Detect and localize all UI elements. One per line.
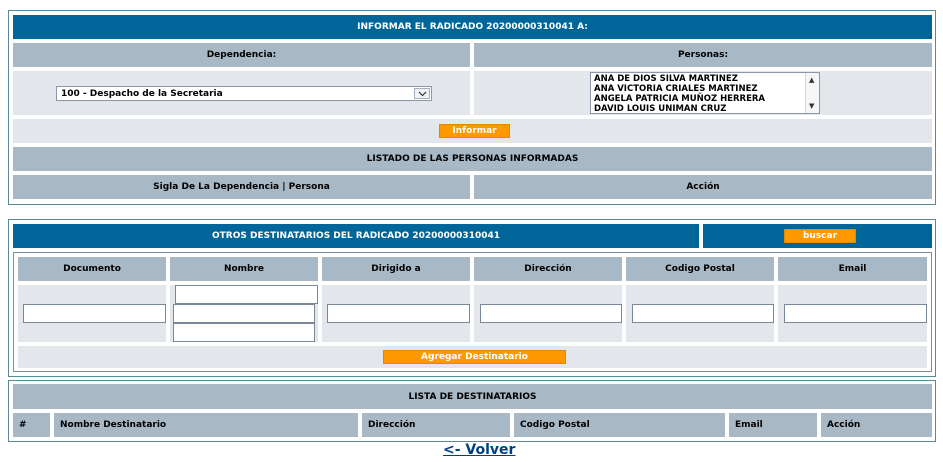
codigo-postal-input[interactable] <box>632 304 774 323</box>
col-documento-header: Documento <box>18 257 166 281</box>
listado-title: LISTADO DE LAS PERSONAS INFORMADAS <box>13 147 932 171</box>
persona-option[interactable]: ANA VICTORIA CRIALES MARTINEZ <box>594 84 758 94</box>
col-email-header: Email <box>778 257 927 281</box>
listbox-scrollbar[interactable] <box>805 73 819 113</box>
lista-col-accion: Acción <box>821 413 932 437</box>
buscar-button[interactable]: buscar <box>784 229 856 243</box>
lista-title: LISTA DE DESTINATARIOS <box>13 384 932 409</box>
persona-option[interactable]: ANA DE DIOS SILVA MARTINEZ <box>594 74 738 84</box>
direccion-input[interactable] <box>480 304 622 323</box>
scroll-down-icon[interactable]: ▼ <box>809 102 815 110</box>
nombre-input[interactable] <box>175 285 318 304</box>
agregar-destinatario-button[interactable]: Agregar Destinatario <box>383 350 566 364</box>
lista-col-email: Email <box>729 413 817 437</box>
col-accion-header: Acción <box>474 175 932 199</box>
dirigido-input[interactable] <box>327 304 470 323</box>
lista-col-codigo-postal: Codigo Postal <box>514 413 725 437</box>
otros-title: OTROS DESTINATARIOS DEL RADICADO 20200000310041 <box>13 224 699 248</box>
personas-label: Personas: <box>474 43 932 67</box>
chevron-down-icon[interactable] <box>414 88 430 99</box>
persona-option[interactable]: ANGELA PATRICIA MUÑOZ HERRERA <box>594 94 766 104</box>
dependencia-label: Dependencia: <box>13 43 470 67</box>
volver-link[interactable]: <- Volver <box>443 442 516 458</box>
lista-col-numero: # <box>13 413 50 437</box>
col-dirigido-header: Dirigido a <box>322 257 470 281</box>
email-input[interactable] <box>784 304 927 323</box>
scroll-up-icon[interactable]: ▲ <box>809 76 815 84</box>
col-sigla-header: Sigla De La Dependencia | Persona <box>13 175 470 199</box>
dependencia-select[interactable] <box>56 86 432 101</box>
lista-col-direccion: Dirección <box>362 413 510 437</box>
col-nombre-header: Nombre <box>170 257 318 281</box>
personas-listbox[interactable] <box>590 72 820 114</box>
col-codigo-postal-header: Codigo Postal <box>626 257 774 281</box>
informar-title: INFORMAR EL RADICADO 20200000310041 A: <box>13 15 932 39</box>
segundo-apellido-input[interactable] <box>173 323 315 342</box>
documento-input[interactable] <box>23 304 166 323</box>
lista-col-nombre: Nombre Destinatario <box>54 413 358 437</box>
dependencia-select-value: 100 - Despacho de la Secretaria <box>61 88 223 99</box>
col-direccion-header: Dirección <box>474 257 622 281</box>
primer-apellido-input[interactable] <box>173 304 315 323</box>
informar-button[interactable]: Informar <box>439 124 510 138</box>
persona-option[interactable]: DAVID LOUIS UNIMAN CRUZ <box>594 104 727 114</box>
